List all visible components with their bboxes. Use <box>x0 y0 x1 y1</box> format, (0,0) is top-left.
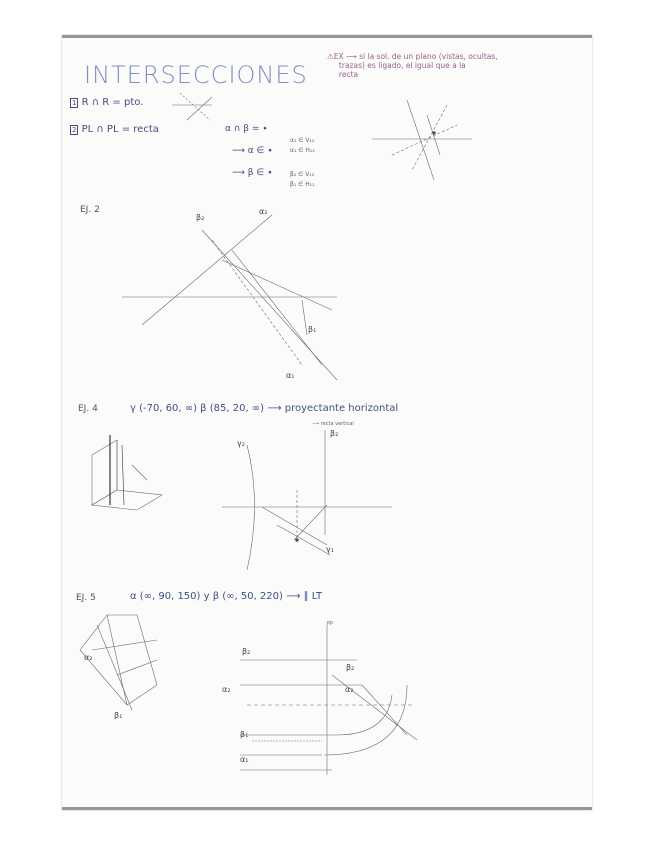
exercise-4-text: γ (-70, 60, ∞) β (85, 20, ∞) ⟶ proyectante horizontal <box>130 403 399 414</box>
formula-line-2: ⟶ β ∈ ∙ <box>232 168 273 178</box>
label-beta2-ex2: β₂ <box>196 213 205 222</box>
label-pp: PP <box>327 621 334 627</box>
label-alpha1-ex2: α₁ <box>286 371 295 380</box>
label-beta2-ex4: β₂ <box>330 429 339 438</box>
item-1-number: 1 <box>72 99 77 107</box>
item-2-number: 2 <box>72 126 77 134</box>
exercise-5-label: EJ. 5 <box>76 593 96 603</box>
paper-sheet <box>62 35 592 810</box>
label-alpha2-3d: α₂ <box>84 653 93 662</box>
label-alpha1-ex5: α₁ <box>240 755 249 764</box>
item-2-text: PL ∩ PL = recta <box>81 124 159 135</box>
exercise-4-label: EJ. 4 <box>78 404 98 414</box>
warning-note: ⚠EX ⟶ si la sol. de un plano (vistas, ocultas, trazas) es ligado, el igual que a la recta <box>327 52 498 79</box>
label-gamma1: γ₁ <box>326 545 334 554</box>
exercise-2-drawing <box>122 215 337 380</box>
formula-head: α ∩ β = ∙ <box>225 124 268 134</box>
label-beta1-3d: β₁ <box>114 711 123 720</box>
label-beta1-ex2: β₁ <box>308 325 317 334</box>
label-beta1-ex5: β₁ <box>240 730 249 739</box>
technical-drawings <box>62 35 592 810</box>
exercise-4-3d-sketch <box>92 435 162 510</box>
formula-line-1: ⟶ α ∈ ∙ <box>232 146 273 156</box>
label-gamma2: γ₂ <box>237 439 245 448</box>
exercise-2-label: EJ. 2 <box>80 205 100 215</box>
exercise-5-text: α (∞, 90, 150) y β (∞, 50, 220) ⟶ ∥ LT <box>130 591 323 602</box>
label-alpha2-ex5: α₂ <box>222 685 231 694</box>
label-beta2-ex5: β₂ <box>242 647 251 656</box>
label-alpha2-ex5-right: α₂ <box>345 685 354 694</box>
formula-brace-1: α₂ ∈ V₁₂ α₁ ∈ H₁₂ <box>290 137 315 154</box>
page-title: INTERSECCIONES <box>84 61 308 89</box>
formula-brace-2: β₂ ∈ V₁₂ β₁ ∈ H₁₂ <box>290 171 315 188</box>
label-alpha2-ex2: α₂ <box>259 207 268 216</box>
exercise-5-drawing <box>240 625 417 775</box>
top-right-diagram <box>372 100 472 180</box>
vertical-line-note: ⟶ recta vertical <box>312 421 354 427</box>
label-beta2-ex5-right: β₂ <box>346 663 355 672</box>
small-line-sketch <box>172 93 212 120</box>
exercise-5-3d-sketch <box>80 615 157 710</box>
item-1-text: R ∩ R = pto. <box>81 97 144 108</box>
exercise-4-drawing <box>222 430 392 570</box>
